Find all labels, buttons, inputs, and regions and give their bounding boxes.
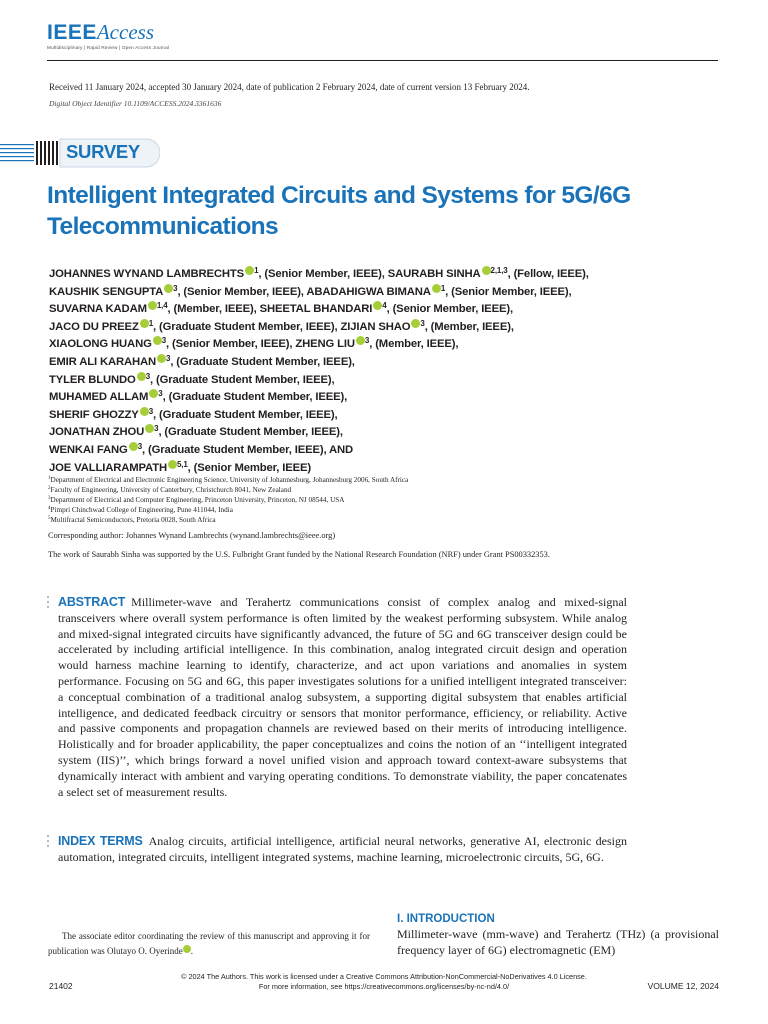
author-role: , (Senior Member, IEEE),: [177, 285, 307, 298]
affiliations: [48, 475, 408, 525]
orcid-icon[interactable]: [183, 945, 191, 953]
corresponding-author: Corresponding author: Johannes Wynand Lambrechts (wynand.lambrechts@ieee.org): [48, 531, 336, 540]
index-terms-heading: INDEX TERMS: [58, 834, 143, 848]
author-name: EMIR ALI KARAHAN: [49, 355, 157, 368]
affiliation-number: 2: [48, 486, 51, 491]
author-affiliation-marker: 3: [137, 441, 142, 451]
author-name: SHEETAL BHANDARI: [259, 303, 373, 316]
author-affiliation-marker: 5,1: [176, 459, 188, 469]
author-affiliation-marker: 3: [145, 371, 151, 381]
author-role: , (Member, IEEE),: [167, 303, 260, 316]
index-terms: [58, 834, 627, 866]
author-name: ZHENG LIU: [295, 338, 355, 351]
affiliation-text: Department of Electrical and Electronic Engineering Science, University of Johannesburg, Johannesburg 2006, South Africa: [50, 476, 409, 484]
affiliation-text: Department of Electrical and Computer Engineering, Princeton University, Princeton, NJ 08544, USA: [50, 496, 345, 504]
orcid-icon[interactable]: [482, 266, 491, 275]
logo-tagline: Multidisciplinary | Rapid Review | Open Access Journal: [47, 46, 170, 51]
author-name: JONATHAN ZHOU: [49, 426, 145, 439]
abstract-text: Millimeter-wave and Terahertz communications consist of complex analog and mixed-signal transceivers where overall system performance is often limited by the weakest performing subsystem. While analog and mixed-signal integrated circuits have significantly advanced, the future of 5G and 6G transceiver design could be accelerated by including artificial intelligence. In this combination, analog integrated circuit design and operation would harness machine learning to identify, characterize, and act upon variations and anomalies in system performance. Focusing on 5G and 6G, this paper investigates solutions for a unified intelligent integrated transceiver: a conceptual combination of a traditional analog subsystem, a supporting digital subsystem that enables artificial intelligence, and dedicated feedback circuitry or sensors that monitor performance, efficiency, or reliability. Active and passive components and propagation channels are reviewed based on their merits of introducing intelligence. Holistically and for broader applicability, the paper conceptualizes and coins the notion of an ‘‘intelligent integrated system (IIS)’’, which brings forward a novel unified vision and approach toward context-aware subsystems that dynamically interact with ambient and varying operating conditions. To demonstrate viability, the paper concatenates a select set of measurement results.: [58, 595, 627, 799]
abstract-heading: ABSTRACT: [58, 595, 126, 609]
author-name: SAURABH SINHA: [387, 268, 481, 280]
introduction-text: Millimeter-wave (mm-wave) and Terahertz (THz) (a provisional frequency layer of 6G) electromagnetic (EM): [397, 927, 719, 957]
volume-label: VOLUME 12, 2024: [647, 981, 719, 991]
author-affiliation-marker: 3: [154, 424, 159, 434]
affiliation-line: [48, 515, 408, 525]
doi-line: Digital Object Identifier 10.1109/ACCESS.2024.3361636: [49, 99, 222, 108]
orcid-icon[interactable]: [129, 442, 138, 451]
author-affiliation-marker: 3: [161, 336, 167, 346]
author-affiliation-marker: 1: [148, 318, 154, 328]
affiliation-number: 4: [48, 506, 51, 511]
author-name: JACO DU PREEZ: [49, 320, 139, 333]
affiliation-number: 3: [48, 496, 51, 501]
author-name: ABADAHIGWA BIMANA: [306, 285, 431, 298]
received-dates: Received 11 January 2024, accepted 30 January 2024, date of publication 2 February 2024, date of current version 13 February 2024.: [49, 82, 530, 92]
orcid-icon[interactable]: [140, 319, 149, 328]
logo-ieee: IEEE: [47, 21, 97, 44]
affiliation-number: 5: [48, 516, 51, 521]
author-role: , (Senior Member, IEEE),: [258, 268, 388, 280]
author-name: XIAOLONG HUANG: [49, 338, 152, 351]
author-affiliation-marker: 1: [440, 283, 446, 293]
author-list: [49, 266, 729, 477]
editor-note-text: The associate editor coordinating the review of this manuscript and approving it for publication was Olutayo O. Oyerinde: [48, 931, 370, 956]
author-affiliation-marker: 1: [254, 266, 259, 275]
orcid-icon[interactable]: [356, 336, 365, 345]
affiliation-text: Multifractal Semiconductors, Pretoria 0028, South Africa: [50, 516, 216, 524]
author-affiliation-marker: 1,4: [156, 301, 168, 311]
paper-title: Intelligent Integrated Circuits and Systems for 5G/6G Telecommunications: [47, 182, 631, 240]
orcid-icon[interactable]: [149, 389, 158, 398]
author-name: ZIJIAN SHAO: [340, 320, 411, 333]
orcid-icon[interactable]: [157, 354, 166, 363]
orcid-icon[interactable]: [137, 372, 146, 381]
author-role: , (Graduate Student Member, IEEE),: [162, 391, 348, 404]
license-line-1: © 2024 The Authors. This work is licensed under a Creative Commons Attribution-NonCommercial-NoDerivatives 4.0 License.: [181, 972, 587, 981]
section-tag: SURVEY: [66, 141, 140, 162]
orcid-icon[interactable]: [153, 336, 162, 345]
editor-note: The associate editor coordinating the review of this manuscript and approving it for publication was Olutayo O. Oyerinde .: [48, 931, 370, 956]
author-name: JOE VALLIARAMPATH: [49, 461, 167, 474]
author-role: , (Senior Member, IEEE): [187, 461, 311, 474]
author-affiliation-marker: 3: [166, 353, 171, 363]
author-name: JOHANNES WYNAND LAMBRECHTS: [49, 268, 245, 280]
author-role: , (Member, IEEE),: [424, 320, 514, 333]
author-role: , (Senior Member, IEEE),: [386, 303, 513, 316]
author-role: , (Graduate Student Member, IEEE),: [153, 320, 341, 333]
orcid-icon[interactable]: [140, 407, 149, 416]
orcid-icon[interactable]: [164, 284, 173, 293]
header-rule: [47, 60, 718, 61]
author-affiliation-marker: 4: [382, 301, 387, 311]
author-role: , (Graduate Student Member, IEEE),: [153, 408, 338, 421]
author-name: WENKAI FANG: [49, 443, 128, 456]
orcid-icon[interactable]: [432, 284, 441, 293]
author-role: , (Senior Member, IEEE),: [445, 285, 572, 298]
license-line-2: For more information, see https://creativecommons.org/licenses/by-nc-nd/4.0/: [258, 981, 510, 991]
index-terms-text: Analog circuits, artificial intelligence, artificial neural networks, generative AI, electronic design automation, integrated circuits, intelligent integrated systems, machine learning, microelectronic circuits, 5G, 6G.: [58, 834, 627, 864]
orcid-icon[interactable]: [148, 301, 157, 310]
author-name: TYLER BLUNDO: [49, 373, 136, 386]
author-name: KAUSHIK SENGUPTA: [49, 285, 164, 298]
page-number: 21402: [49, 981, 73, 991]
affiliation-number: 1: [48, 476, 51, 481]
author-affiliation-marker: 3: [148, 406, 153, 416]
affiliation-line: [48, 475, 408, 485]
abstract-dots-icon: [47, 596, 50, 611]
index-dots-icon: [47, 835, 50, 850]
author-role: , (Graduate Student Member, IEEE),: [158, 426, 343, 439]
affiliation-line: [48, 505, 408, 515]
funding-note: The work of Saurabh Sinha was supported by the U.S. Fulbright Grant funded by the National Research Foundation (NRF) under Grant PS00332353.: [48, 550, 550, 559]
author-role: , (Graduate Student Member, IEEE),: [170, 355, 355, 368]
abstract: [58, 595, 627, 800]
author-affiliation-marker: 3: [364, 336, 370, 346]
author-affiliation-marker: 3: [173, 283, 178, 293]
orcid-icon[interactable]: [145, 424, 154, 433]
author-role: , (Fellow, IEEE),: [507, 268, 589, 280]
introduction-heading: I. INTRODUCTION: [397, 913, 495, 925]
author-role: , (Graduate Student Member, IEEE),: [150, 373, 335, 386]
journal-logo: [47, 20, 169, 51]
author-name: SHERIF GHOZZY: [49, 408, 139, 421]
author-name: MUHAMED ALLAM: [49, 391, 149, 404]
affiliation-text: Pimpri Chinchwad College of Engineering, Pune 411044, India: [50, 506, 233, 514]
author-role: , (Graduate Student Member, IEEE), AND: [142, 443, 354, 456]
author-affiliation-marker: 3: [420, 318, 425, 328]
author-affiliation-marker: 2,1,3: [490, 266, 508, 275]
author-role: , (Senior Member, IEEE),: [166, 338, 296, 351]
affiliation-text: Faculty of Engineering, University of Canterbury, Christchurch 8041, New Zealand: [50, 486, 292, 494]
affiliation-line: [48, 485, 408, 495]
author-name: SUVARNA KADAM: [49, 303, 147, 316]
author-affiliation-marker: 3: [158, 389, 163, 399]
author-role: , (Member, IEEE),: [369, 338, 459, 351]
logo-access: Access: [96, 20, 154, 44]
orcid-icon[interactable]: [373, 301, 382, 310]
orcid-icon[interactable]: [245, 266, 254, 275]
orcid-icon[interactable]: [168, 460, 177, 469]
affiliation-line: [48, 495, 408, 505]
